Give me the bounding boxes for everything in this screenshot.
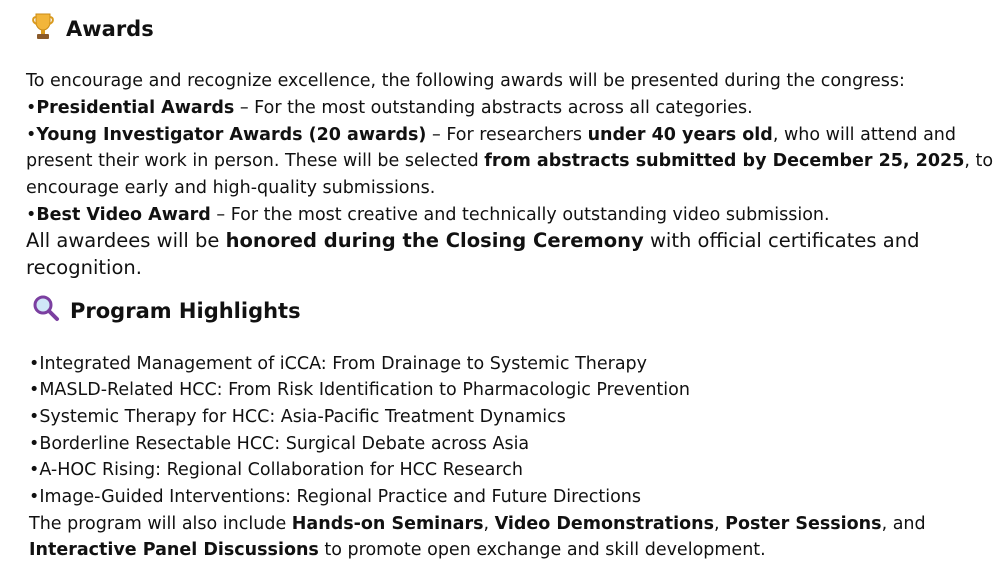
awards-closing: All awardees will be honored during the Closing Ceremony with official certificates and xyxy=(26,229,920,252)
program-item: •Image-Guided Interventions: Regional Practice and Future Directions xyxy=(29,487,642,507)
bullet: • xyxy=(26,125,37,145)
bullet: • xyxy=(26,98,37,118)
award-name: Best Video Award xyxy=(36,205,211,225)
award-item-presidential: •Presidential Awards – For the most outstanding abstracts across all categories. xyxy=(26,98,753,118)
award-item-young-investigator-line2: present their work in person. These will be selected from abstracts submitted by December 25, 2025, to xyxy=(26,151,993,171)
awards-heading-text: Awards xyxy=(66,16,154,41)
award-name: Presidential Awards xyxy=(36,98,235,118)
award-item-best-video: •Best Video Award – For the most creative and technically outstanding video submission. xyxy=(26,205,830,225)
award-item-young-investigator: •Young Investigator Awards (20 awards) – For researchers under 40 years old, who will attend and xyxy=(26,125,957,145)
program-item: •Integrated Management of iCCA: From Drainage to Systemic Therapy xyxy=(29,354,648,374)
program-heading-text: Program Highlights xyxy=(70,298,301,323)
program-item: •A-HOC Rising: Regional Collaboration for HCC Research xyxy=(29,460,523,480)
award-name: Young Investigator Awards (20 awards) xyxy=(36,125,427,145)
program-closing: The program will also include Hands-on Seminars, Video Demonstrations, Poster Sessions, and xyxy=(29,514,926,534)
awards-heading xyxy=(30,12,154,45)
program-item: •MASLD-Related HCC: From Risk Identification to Pharmacologic Prevention xyxy=(29,380,690,400)
program-closing-line2: Interactive Panel Discussions to promote open exchange and skill development. xyxy=(29,540,766,560)
award-item-young-investigator-line3: encourage early and high-quality submissions. xyxy=(26,178,436,198)
award-desc: For the most outstanding abstracts across all categories. xyxy=(254,98,753,118)
bullet: • xyxy=(26,205,37,225)
award-desc: For the most creative and technically outstanding video submission. xyxy=(230,205,830,225)
program-heading xyxy=(32,294,301,327)
trophy-icon xyxy=(30,12,56,45)
magnifier-icon xyxy=(32,294,60,327)
awards-intro: To encourage and recognize excellence, the following awards will be presented during the congress: xyxy=(26,71,905,91)
awards-closing-line2: recognition. xyxy=(26,256,142,279)
program-item: •Borderline Resectable HCC: Surgical Debate across Asia xyxy=(29,434,530,454)
program-item: •Systemic Therapy for HCC: Asia-Pacific Treatment Dynamics xyxy=(29,407,566,427)
